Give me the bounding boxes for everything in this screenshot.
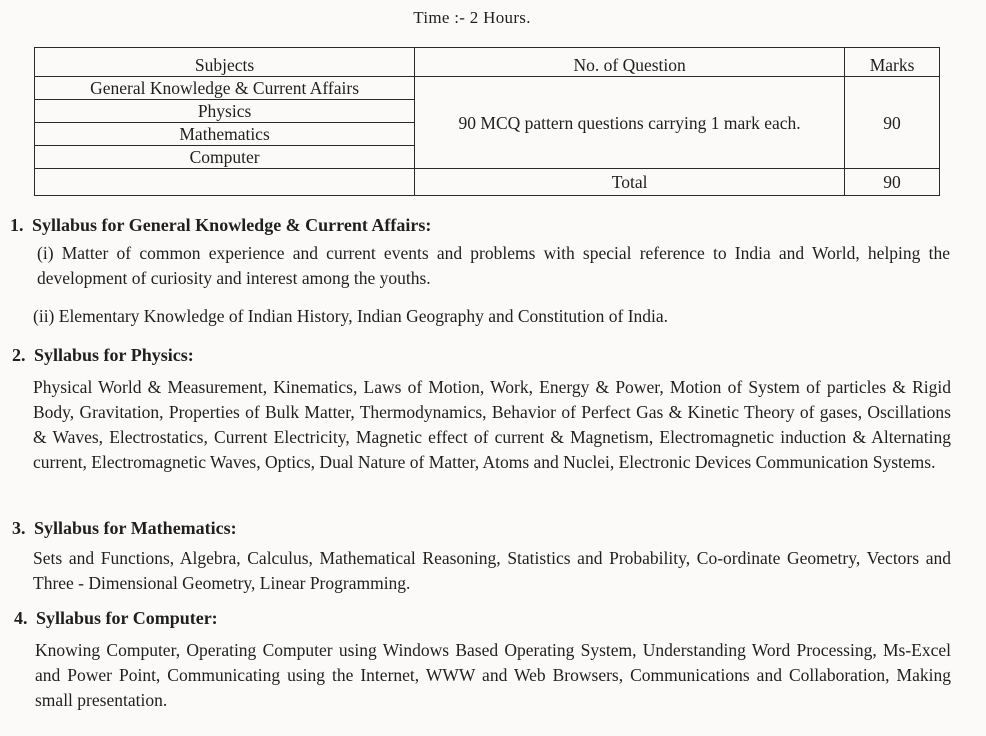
section-math-heading — [12, 518, 237, 539]
table-total-row — [35, 169, 940, 196]
section-number: 2. — [12, 345, 26, 365]
total-empty-cell — [35, 169, 415, 196]
physics-body: Physical World & Measurement, Kinematics, Laws of Motion, Work, Energy & Power, Motion of System of particles & Rigid Body, Gravitation, Properties of Bulk Matter, Thermodynamics, Behavior of Perfect Gas & Kinetic Theory of gases, Oscillations & Waves, Electrostatics, Current Electricity, Magnetic effect of current & Magnetism, Electromagnetic induction & Alternating current, Electromagnetic Waves, Optics, Dual Nature of Matter, Atoms and Nuclei, Electronic Devices Communication Systems. — [33, 377, 951, 472]
section-number: 1. — [10, 215, 24, 235]
section-number: 4. — [14, 608, 28, 628]
subject-cell: General Knowledge & Current Affairs — [35, 77, 415, 100]
total-label: Total — [415, 169, 845, 196]
computer-body: Knowing Computer, Operating Computer using Windows Based Operating System, Understanding Word Processing, Ms-Excel and Power Point, Communicating using the Internet, WWW and Web Browsers, Communications and Collaboration, Making small presentation. — [35, 640, 951, 710]
section-number: 3. — [12, 518, 26, 538]
question-pattern-cell: 90 MCQ pattern questions carrying 1 mark each. — [415, 77, 845, 169]
table-header-row — [35, 48, 940, 77]
gk-point-2: (ii) Elementary Knowledge of Indian History, Indian Geography and Constitution of India. — [33, 306, 669, 326]
subject-cell: Physics — [35, 100, 415, 123]
section-title: Syllabus for Mathematics: — [34, 518, 237, 538]
marks-table — [34, 47, 940, 196]
section-title: Syllabus for General Knowledge & Current Affairs: — [32, 215, 432, 235]
table-row — [35, 77, 940, 100]
marks-cell: 90 — [845, 77, 940, 169]
total-value: 90 — [845, 169, 940, 196]
header-marks: Marks — [845, 48, 940, 77]
section-gk-heading — [10, 215, 431, 236]
subject-cell: Mathematics — [35, 123, 415, 146]
header-questions: No. of Question — [415, 48, 845, 77]
header-subjects: Subjects — [35, 48, 415, 77]
section-physics-heading — [12, 345, 194, 366]
subject-cell: Computer — [35, 146, 415, 169]
section-computer-heading — [14, 608, 218, 629]
section-title: Syllabus for Computer: — [36, 608, 218, 628]
exam-duration: Time :- 2 Hours. — [413, 8, 531, 27]
gk-point-1: (i) Matter of common experience and current events and problems with special reference to India and World, helping the development of curiosity and interest among the youths. — [37, 243, 950, 288]
math-body: Sets and Functions, Algebra, Calculus, Mathematical Reasoning, Statistics and Probability, Co-ordinate Geometry, Vectors and Three - Dimensional Geometry, Linear Programming. — [33, 548, 951, 593]
section-title: Syllabus for Physics: — [34, 345, 194, 365]
